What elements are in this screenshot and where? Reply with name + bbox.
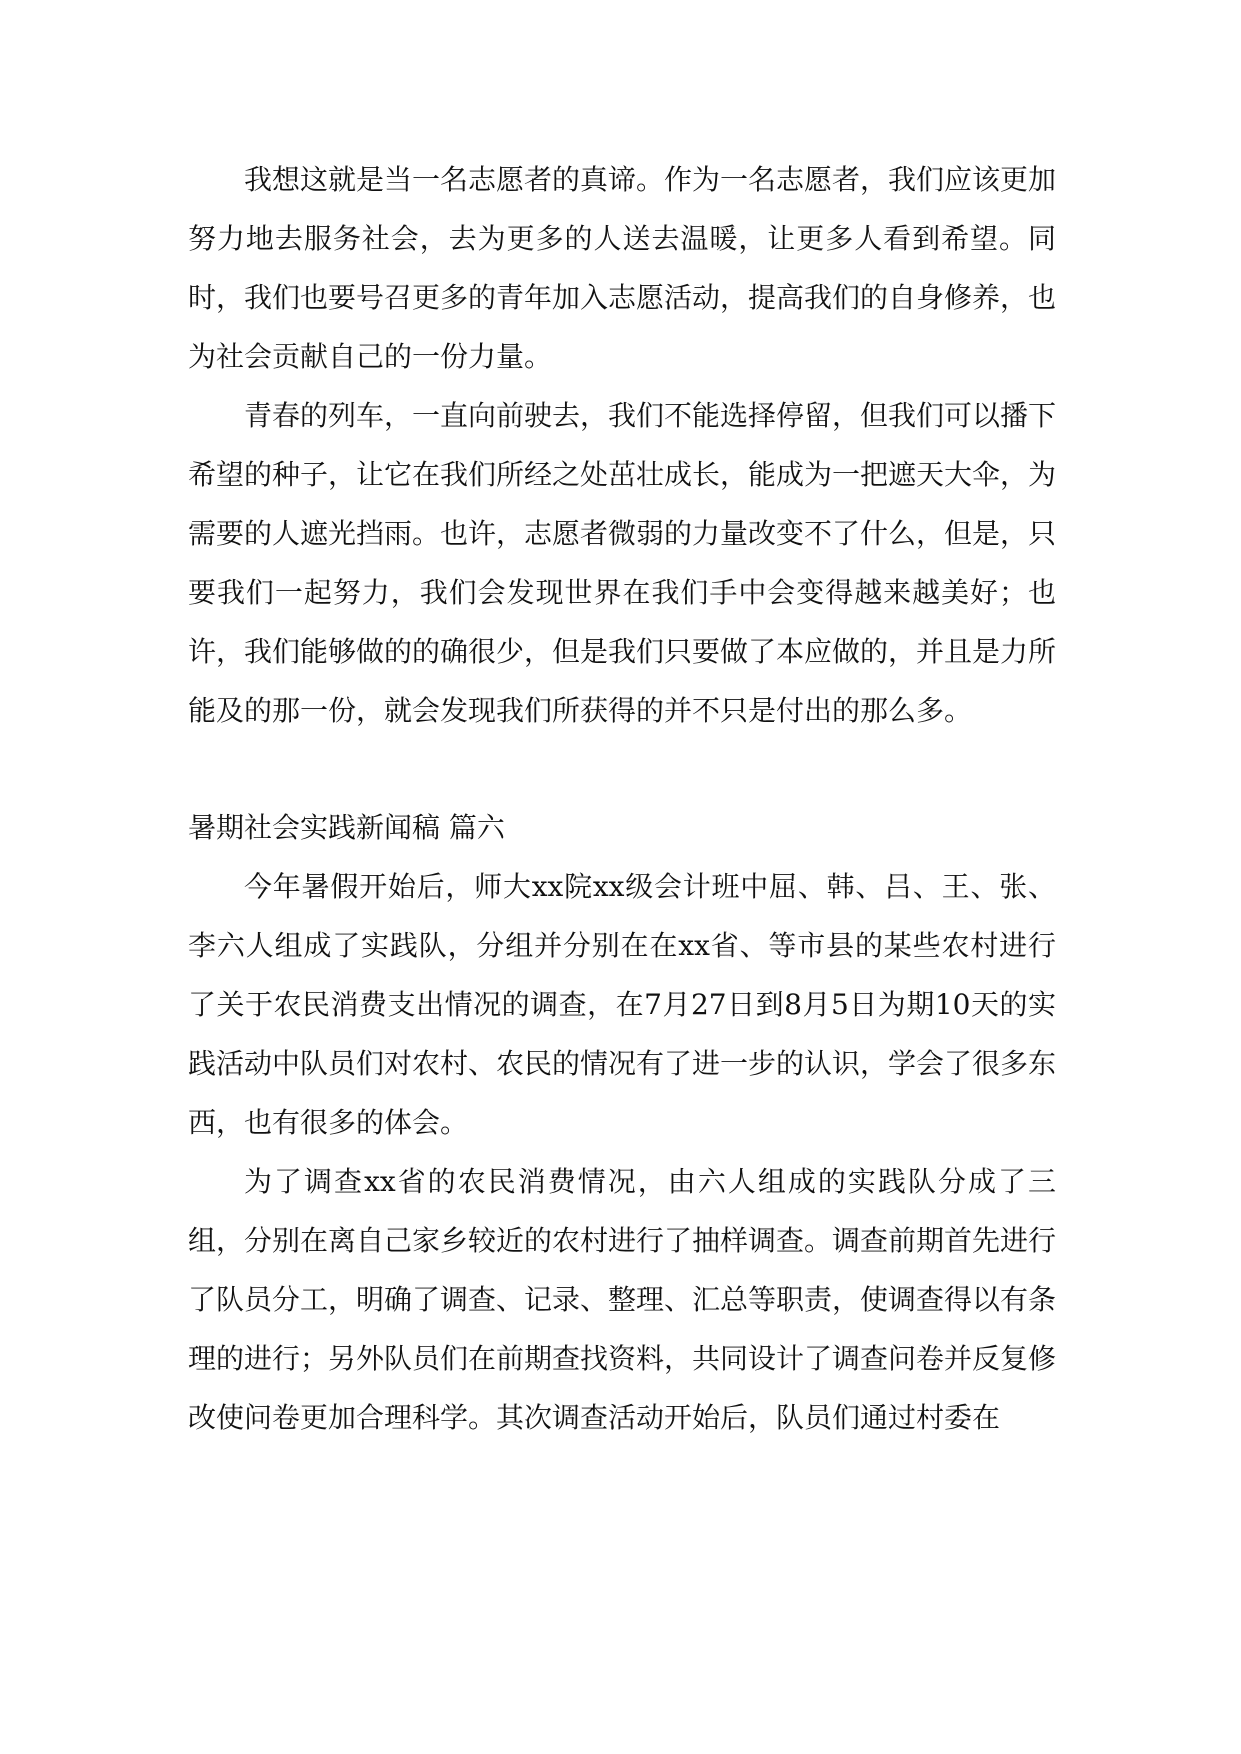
document-body bbox=[188, 150, 1056, 1447]
section-title: 暑期社会实践新闻稿 篇六 bbox=[188, 811, 505, 844]
paragraph-practice-team: 今年暑假开始后，师大xx院xx级会计班中屈、韩、吕、王、张、李六人组成了实践队，分组并分别在在xx省、等市县的某些农村进行了关于农民消费支出情况的调查，在7月27日到8月5日为期10天的实践活动中队员们对农村、农民的情况有了进一步的认识，学会了很多东西，也有很多的体会。 bbox=[188, 870, 1057, 1139]
paragraph-volunteer-essence: 我想这就是当一名志愿者的真谛。作为一名志愿者，我们应该更加努力地去服务社会，去为更多的人送去温暖，让更多人看到希望。同时，我们也要号召更多的青年加入志愿活动，提高我们的自身修养，也为社会贡献自己的一份力量。 bbox=[188, 163, 1057, 373]
paragraph-survey-process: 为了调查xx省的农民消费情况，由六人组成的实践队分成了三组，分别在离自己家乡较近的农村进行了抽样调查。调查前期首先进行了队员分工，明确了调查、记录、整理、汇总等职责，使调查得以有条理的进行；另外队员们在前期查找资料，共同设计了调查问卷并反复修改使问卷更加合理科学。其次调查活动开始后，队员们通过村委在 bbox=[188, 1165, 1057, 1434]
paragraph-youth-train: 青春的列车，一直向前驶去，我们不能选择停留，但我们可以播下希望的种子，让它在我们所经之处茁壮成长，能成为一把遮天大伞，为需要的人遮光挡雨。也许，志愿者微弱的力量改变不了什么，但是，只要我们一起努力，我们会发现世界在我们手中会变得越来越美好；也许，我们能够做的的确很少，但是我们只要做了本应做的，并且是力所能及的那一份，就会发现我们所获得的并不只是付出的那么多。 bbox=[188, 399, 1057, 727]
